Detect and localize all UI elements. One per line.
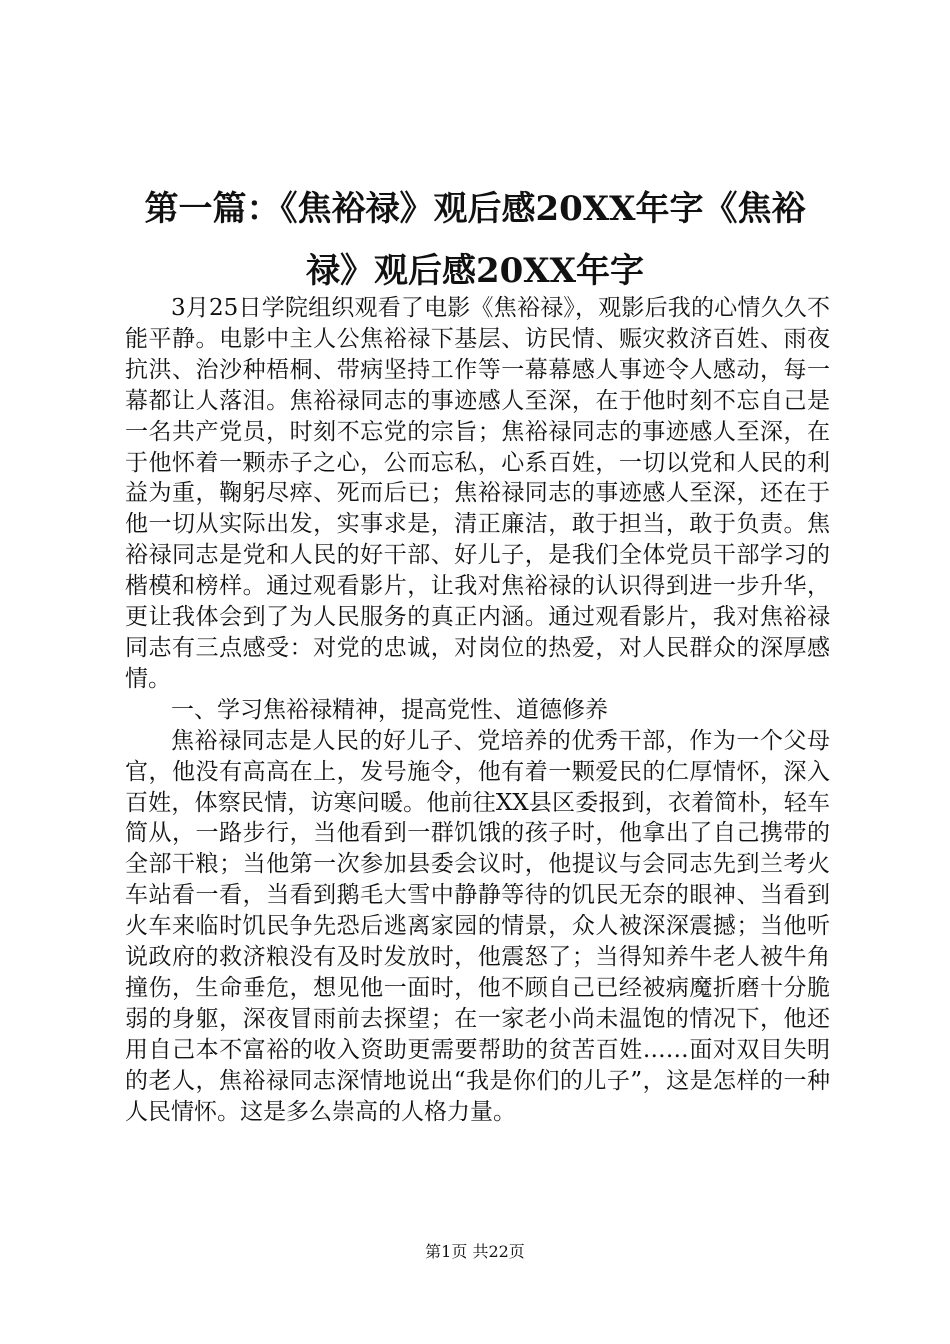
document-title (100, 178, 850, 302)
title-line-2: 禄》观后感20XX年字 (305, 251, 645, 291)
section-heading: 一、学习焦裕禄精神，提高党性、道德修养 (171, 696, 608, 723)
paragraph-section-1: 焦裕禄同志是人民的好儿子、党培养的优秀干部，作为一个父母官，他没有高高在上，发号施令，他有着一颗爱民的仁厚情怀，深入百姓，体察民情，访寒问暖。他前往XX县区委报到，衣着简朴，轻车简从，一路步行，当他看到一群饥饿的孩子时，他拿出了自己携带的全部干粮；当他第一次参加县委会议时，他提议与会同志先到兰考火车站看一看，当看到鹅毛大雪中静静等待的饥民无奈的眼神、当看到火车来临时饥民争先恐后逃离家园的情景，众人被深深震撼；当他听说政府的救济粮没有及时发放时，他震怒了；当得知养牛老人被牛角撞伤，生命垂危，想见他一面时，他不顾自己已经被病魔折磨十分脆弱的身躯，深夜冒雨前去探望；在一家老小尚未温饱的情况下，他还用自己本不富裕的收入资助更需要帮助的贫苦百姓……面对双目失明的老人，焦裕禄同志深情地说出“我是你们的儿子”，这是怎样的一种人民情怀。这是多么崇高的人格力量。 (125, 727, 830, 1125)
page-footer: 第1页 共22页 (425, 1242, 525, 1261)
title-line-1: 第一篇：《焦裕禄》观后感20XX年字《焦裕 (144, 189, 806, 229)
paragraph-intro: 3月25日学院组织观看了电影《焦裕禄》，观影后我的心情久久不能平静。电影中主人公焦裕禄下基层、访民情、赈灾救济百姓、雨夜抗洪、治沙种梧桐、带病坚持工作等一幕幕感人事迹令人感动，每一幕都让人落泪。焦裕禄同志的事迹感人至深，在于他时刻不忘自己是一名共产党员，时刻不忘党的宗旨；焦裕禄同志的事迹感人至深，在于他怀着一颗赤子之心，公而忘私，心系百姓，一切以党和人民的利益为重，鞠躬尽瘁、死而后已；焦裕禄同志的事迹感人至深，还在于他一切从实际出发，实事求是，清正廉洁，敢于担当，敢于负责。焦裕禄同志是党和人民的好干部、好儿子，是我们全体党员干部学习的楷模和榜样。通过观看影片，让我对焦裕禄的认识得到进一步升华，更让我体会到了为人民服务的真正内涵。通过观看影片，我对焦裕禄同志有三点感受：对党的忠诚，对岗位的热爱，对人民群众的深厚感情。 (125, 295, 830, 692)
document-body (125, 293, 830, 1127)
